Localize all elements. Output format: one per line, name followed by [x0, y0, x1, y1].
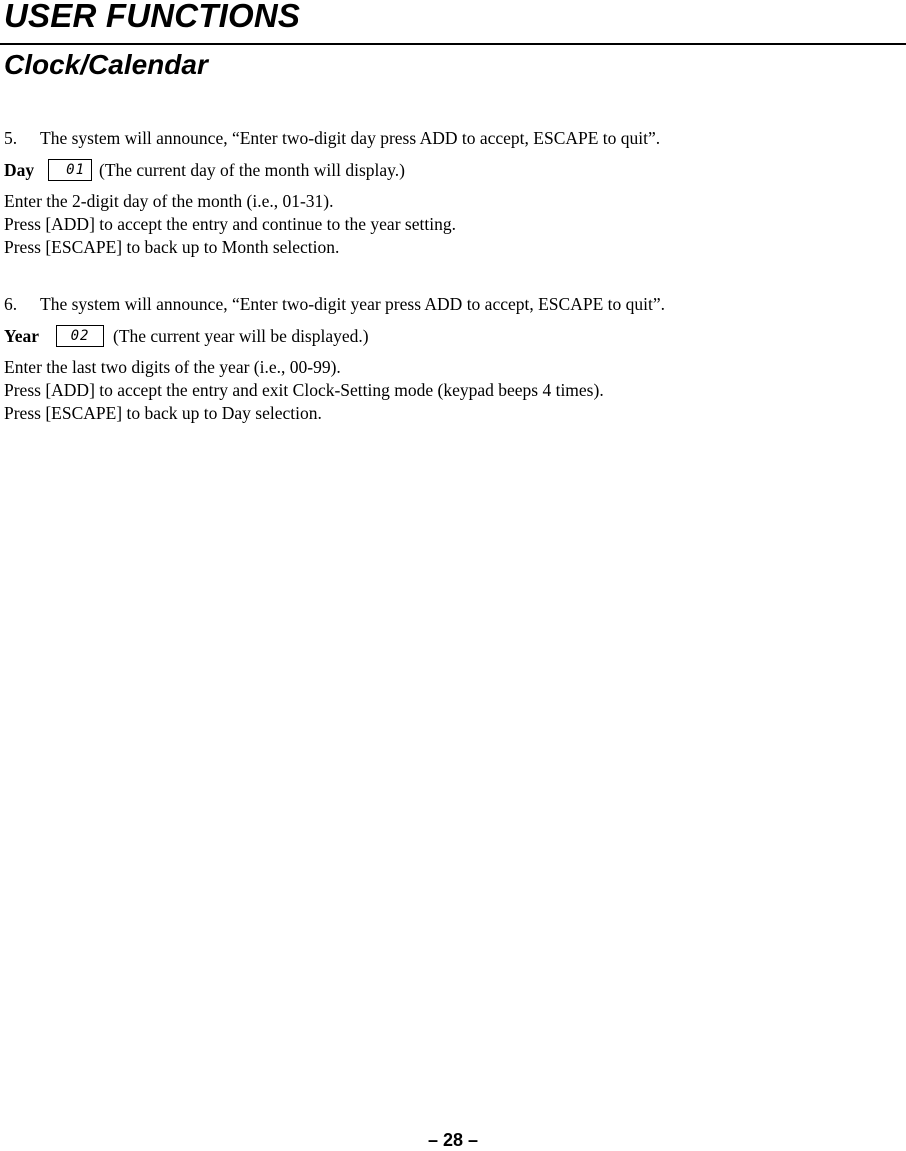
- step-6-instruction-2: Press [ADD] to accept the entry and exit Clock-Setting mode (keypad beeps 4 times).: [4, 380, 604, 400]
- step-5-number: 5.: [4, 128, 18, 148]
- subsection-title: Clock/Calendar: [4, 49, 208, 80]
- year-field-label: Year: [4, 326, 39, 346]
- step-5-instruction-2: Press [ADD] to accept the entry and continue to the year setting.: [4, 214, 456, 234]
- step-5-announcement: [4, 127, 660, 149]
- page-number: – 28 –: [427, 1130, 479, 1150]
- step-6-instruction-3: Press [ESCAPE] to back up to Day selection.: [4, 403, 322, 423]
- header-divider: [0, 43, 906, 45]
- step-6-instruction-1: Enter the last two digits of the year (i.e., 00-99).: [4, 357, 341, 377]
- day-field-row: [4, 159, 34, 181]
- day-display-note: (The current day of the month will display.): [99, 160, 406, 180]
- step-5-instruction-1: Enter the 2-digit day of the month (i.e., 01-31).: [4, 191, 334, 211]
- day-display-box: 01: [48, 159, 92, 181]
- step-5-instruction-3: Press [ESCAPE] to back up to Month selection.: [4, 237, 340, 257]
- day-field-label: Day: [4, 160, 35, 180]
- step-6-announcement: [4, 293, 665, 315]
- section-title: USER FUNCTIONS: [4, 0, 301, 34]
- step-5-text: The system will announce, “Enter two-digit day press ADD to accept, ESCAPE to quit”.: [40, 128, 661, 148]
- year-display-box: 02: [56, 325, 104, 347]
- step-6-number: 6.: [4, 294, 18, 314]
- step-6-text: The system will announce, “Enter two-digit year press ADD to accept, ESCAPE to quit”.: [40, 294, 666, 314]
- year-field-row: [4, 325, 39, 347]
- year-display-note: (The current year will be displayed.): [113, 326, 369, 346]
